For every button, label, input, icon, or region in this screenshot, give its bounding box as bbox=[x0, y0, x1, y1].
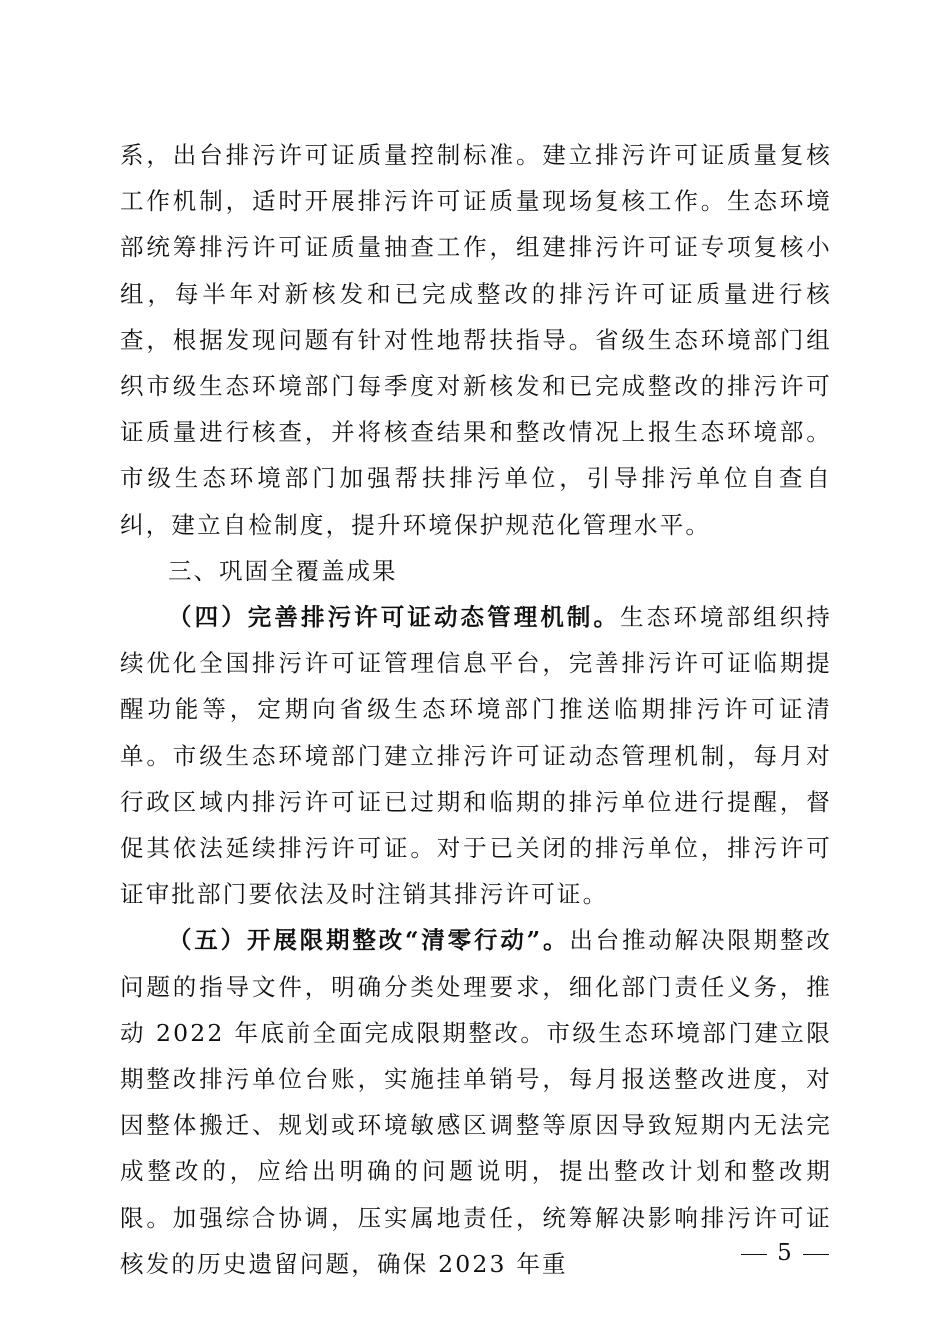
page-number bbox=[730, 1238, 840, 1268]
section-heading: 三、巩固全覆盖成果 bbox=[168, 556, 398, 585]
page-number-value: 5 bbox=[777, 1240, 793, 1266]
page-number-right-dash bbox=[803, 1254, 829, 1255]
item-5-text: 出台推动解决限期整改问题的指导文件，明确分类处理要求，细化部门责任义务，推动 2022 年底前全面完成限期整改。市级生态环境部门建立限期整改排污单位台账，实施挂单销号，每月报送整改进度，对因整体搬迁、规划或环境敏感区调整等原因导致短期内无法完成整改的，应给出明确的问题说明，提出整改计划和整改期限。加强综合协调，压实属地责任，统筹解决影响排污许可证核发的历史遗留问题，确保 2023 年重 bbox=[120, 926, 833, 1278]
item-5-title: （五）开展限期整改“清零行动”。 bbox=[168, 926, 570, 955]
paragraph-item-4 bbox=[120, 594, 832, 917]
item-4-title: （四）完善排污许可证动态管理机制。 bbox=[168, 603, 621, 632]
item-4-text: 生态环境部组织持续优化全国排污许可证管理信息平台，完善排污许可证临期提醒功能等，定期向省级生态环境部门推送临期排污许可证清单。市级生态环境部门建立排污许可证动态管理机制，每月对行政区域内排污许可证已过期和临期的排污单位进行提醒，督促其依法延续排污许可证。对于已关闭的排污单位，排污许可证审批部门要依法及时注销其排污许可证。 bbox=[120, 603, 832, 909]
paragraph-quality-control: 系，出台排污许可证质量控制标准。建立排污许可证质量复核工作机制，适时开展排污许可证质量现场复核工作。生态环境部统筹排污许可证质量抽查工作，组建排污许可证专项复核小组，每半年对新核发和已完成整改的排污许可证质量进行核查，根据发现问题有针对性地帮扶指导。省级生态环境部门组织市级生态环境部门每季度对新核发和已完成整改的排污许可证质量进行核查，并将核查结果和整改情况上报生态环境部。市级生态环境部门加强帮扶排污单位，引导排污单位自查自纠，建立自检制度，提升环境保护规范化管理水平。 bbox=[120, 141, 832, 539]
paragraph-item-5 bbox=[120, 917, 832, 1287]
page-number-left-dash bbox=[741, 1254, 767, 1255]
document-body bbox=[120, 132, 832, 1287]
